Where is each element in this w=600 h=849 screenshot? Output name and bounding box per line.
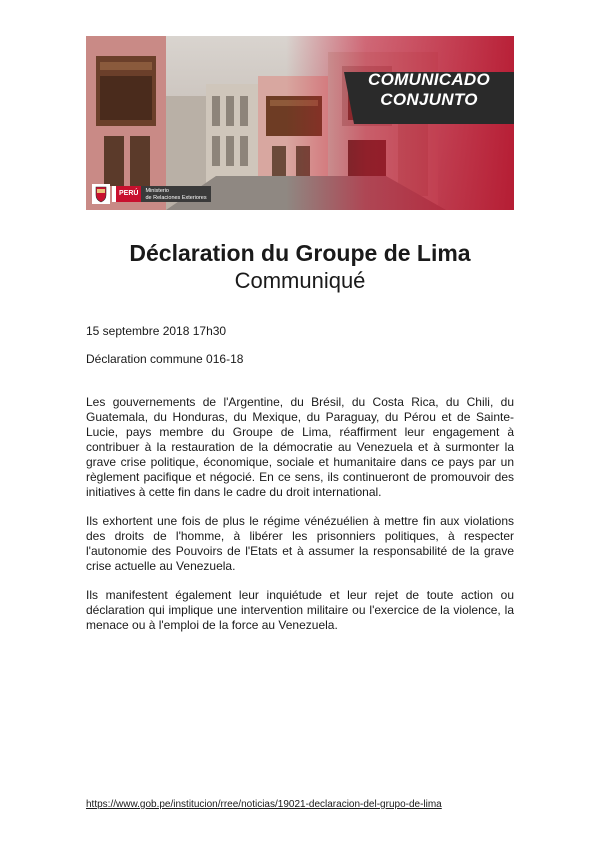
ministry-logo <box>92 184 211 204</box>
ribbon-line-1: COMUNICADO <box>368 70 490 89</box>
body-paragraph: Ils exhortent une fois de plus le régime vénézuélien à mettre fin aux violations des droits de l'homme, à libérer les prisonniers politiques, à respecter l'autonomie des Pouvoirs de l'Etats et à assumer la responsabilité de la grave crise actuelle au Venezuela. <box>86 514 514 573</box>
document-title: Déclaration du Groupe de Lima <box>129 240 471 266</box>
ministry-line-1: Ministerio <box>145 188 169 194</box>
ministry-label <box>141 186 210 202</box>
document-body <box>86 395 514 647</box>
document-subtitle: Communiqué <box>234 268 366 293</box>
coat-of-arms-icon <box>92 184 110 204</box>
header-banner <box>86 36 514 210</box>
body-paragraph: Ils manifestent également leur inquiétude et leur rejet de toute action ou déclaration qui implique une intervention militaire ou l'exercice de la violence, la menace ou à l'emploi de la force au Venezuela. <box>86 588 514 632</box>
banner-ribbon-title <box>354 70 504 122</box>
document-reference: Déclaration commune 016-18 <box>86 352 244 366</box>
document-date: 15 septembre 2018 17h30 <box>86 324 227 338</box>
peru-label: PERÚ <box>112 186 141 202</box>
body-paragraph: Les gouvernements de l'Argentine, du Brésil, du Costa Rica, du Chili, du Guatemala, du Honduras, du Mexique, du Paraguay, du Pérou et de Sainte-Lucie, pays membre du Groupe de Lima, réaffirment leur engagement à contribuer à la restauration de la démocratie au Venezuela et à surmonter la grave crise politique, économique, sociale et humanitaire dans ce pays par un règlement pacifique et négocié. En ce sens, ils continueront de promouvoir des initiatives à cette fin dans le cadre du droit international. <box>86 395 514 499</box>
ribbon-line-2: CONJUNTO <box>380 90 478 109</box>
ministry-line-2: de Relaciones Exteriores <box>145 194 207 201</box>
source-link[interactable]: https://www.gob.pe/institucion/rree/noticias/19021-declaracion-del-grupo-de-lima <box>86 799 442 810</box>
